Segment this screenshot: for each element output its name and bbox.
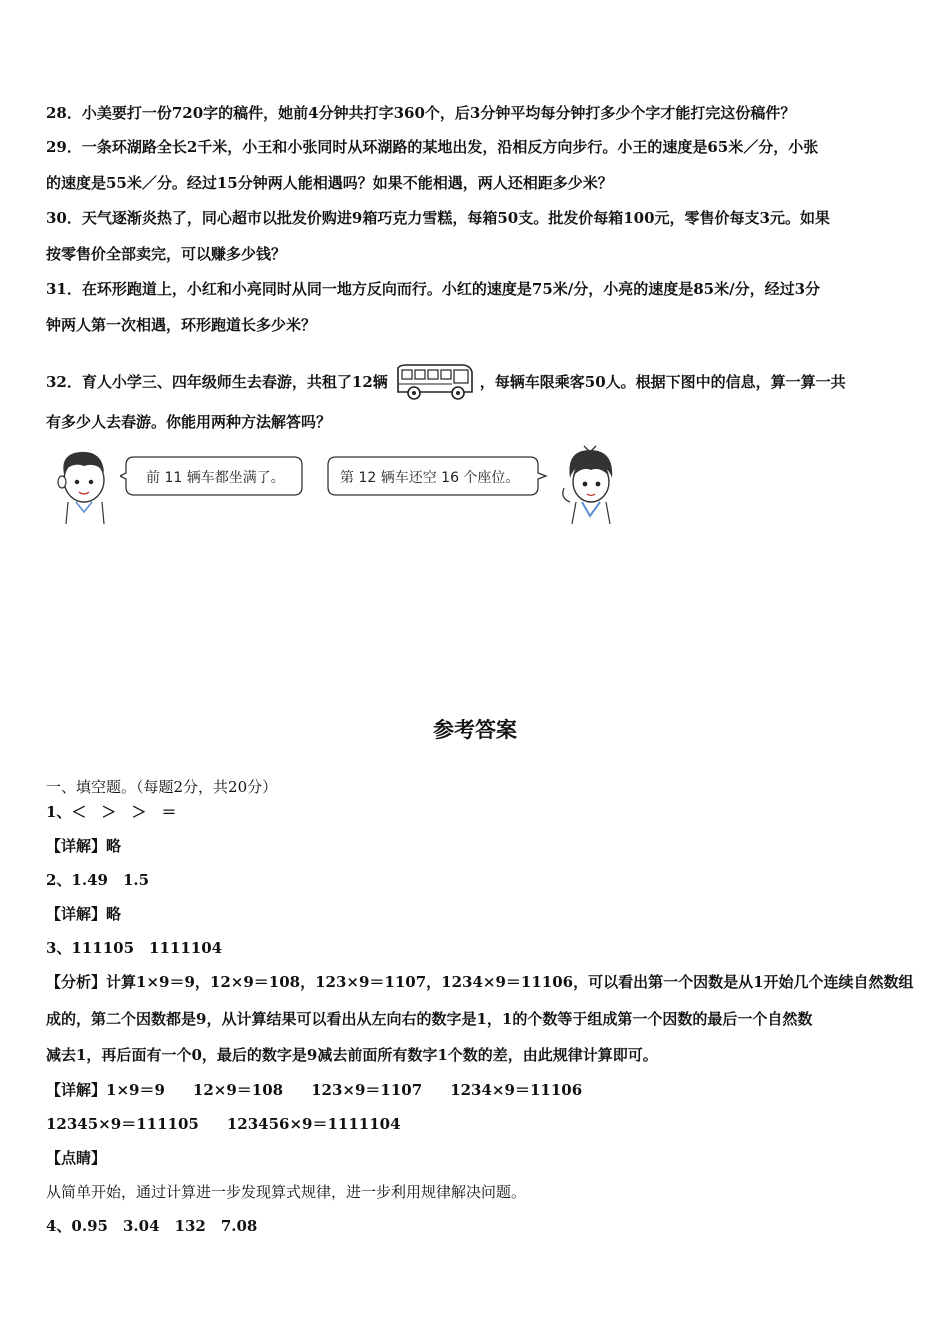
- answer-3-detail-row2: [46, 1114, 906, 1134]
- answer-3-analysis-line2: 成的，第二个因数都是9，从计算结果可以看出从左向右的数字是1，1的个数等于组成第一个因数的最后一个自然数: [46, 1010, 813, 1028]
- question-31-line1: 31．在环形跑道上，小红和小亮同时从同一地方反向而行。小红的速度是75米/分，小亮的速度是85米/分，经过3分: [46, 280, 821, 298]
- answer-4: 4、0.95 3.04 132 7.08: [46, 1217, 258, 1235]
- speech-bubble-left-text: 前 11 辆车都坐满了。: [146, 470, 285, 486]
- question-30-line2: 按零售价全部卖完，可以赚多少钱？: [46, 245, 287, 263]
- answer-3-analysis-line1: 【分析】计算1×9＝9，12×9＝108，123×9＝1107，1234×9＝11106，可以看出第一个因数是从1开始几个连续自然数组: [46, 973, 914, 991]
- answer-3-tip: 从简单开始，通过计算进一步发现算式规律，进一步利用规律解决问题。: [46, 1183, 527, 1201]
- answer-3-detail-eq3: 123×9＝1107: [311, 1081, 423, 1099]
- question-32-part-b: ，每辆车限乘客50人。根据下图中的信息，算一算一共: [479, 373, 846, 391]
- bus-icon: [392, 362, 476, 402]
- answer-3-detail-eq1: 1×9＝9: [106, 1081, 165, 1099]
- answer-3-analysis-line3: 减去1，再后面有一个0，最后的数字是9减去前面所有数字1个数的差，由此规律计算即可。: [46, 1046, 658, 1064]
- answer-2: 2、1.49 1.5: [46, 871, 150, 889]
- question-29-line2: 的速度是55米／分。经过15分钟两人能相遇吗？如果不能相遇，两人还相距多少米？: [46, 174, 613, 192]
- speech-bubble-right-text: 第 12 辆车还空 16 个座位。: [340, 470, 520, 486]
- question-28: 28．小美要打一份720字的稿件，她前4分钟共打字360个，后3分钟平均每分钟打多少个字才能打完这份稿件？: [46, 104, 796, 122]
- boy-illustration: [46, 444, 122, 524]
- answer-3-detail-eq2: 12×9＝108: [192, 1081, 284, 1099]
- question-32-part-a: 32．育人小学三、四年级师生去春游，共租了12辆: [46, 373, 388, 391]
- question-31-line2: 钟两人第一次相遇，环形跑道长多少米？: [46, 316, 317, 334]
- question-32-line2: 有多少人去春游。你能用两种方法解答吗？: [46, 413, 332, 431]
- answer-3-detail: [46, 1080, 906, 1100]
- answer-3-detail-eq5: 12345×9＝111105: [46, 1115, 199, 1133]
- answers-title: 参考答案: [433, 718, 517, 742]
- answer-3-detail-label: 【详解】: [46, 1081, 107, 1099]
- question-29-line1: 29．一条环湖路全长2千米，小王和小张同时从环湖路的某地出发，沿相反方向步行。小王的速度是65米／分，小张: [46, 138, 819, 156]
- girl-illustration: [560, 442, 620, 524]
- answer-1: 1、＜ ＞ ＞ ＝: [46, 803, 177, 821]
- question-30-line1: 30．天气逐渐炎热了，同心超市以批发价购进9箱巧克力雪糕，每箱50支。批发价每箱100元，零售价每支3元。如果: [46, 209, 830, 227]
- answers-section-1: 一、填空题。（每题2分，共20分）: [46, 778, 278, 796]
- answer-3-detail-eq4: 1234×9＝11106: [450, 1081, 583, 1099]
- answer-1-detail: 【详解】略: [46, 837, 122, 855]
- answer-2-detail: 【详解】略: [46, 905, 122, 923]
- answer-3: 3、111105 1111104: [46, 939, 223, 957]
- question-32-line1: [46, 362, 906, 402]
- answer-3-tip-label: 【点睛】: [46, 1149, 107, 1167]
- answer-3-detail-eq6: 123456×9＝1111104: [226, 1115, 401, 1133]
